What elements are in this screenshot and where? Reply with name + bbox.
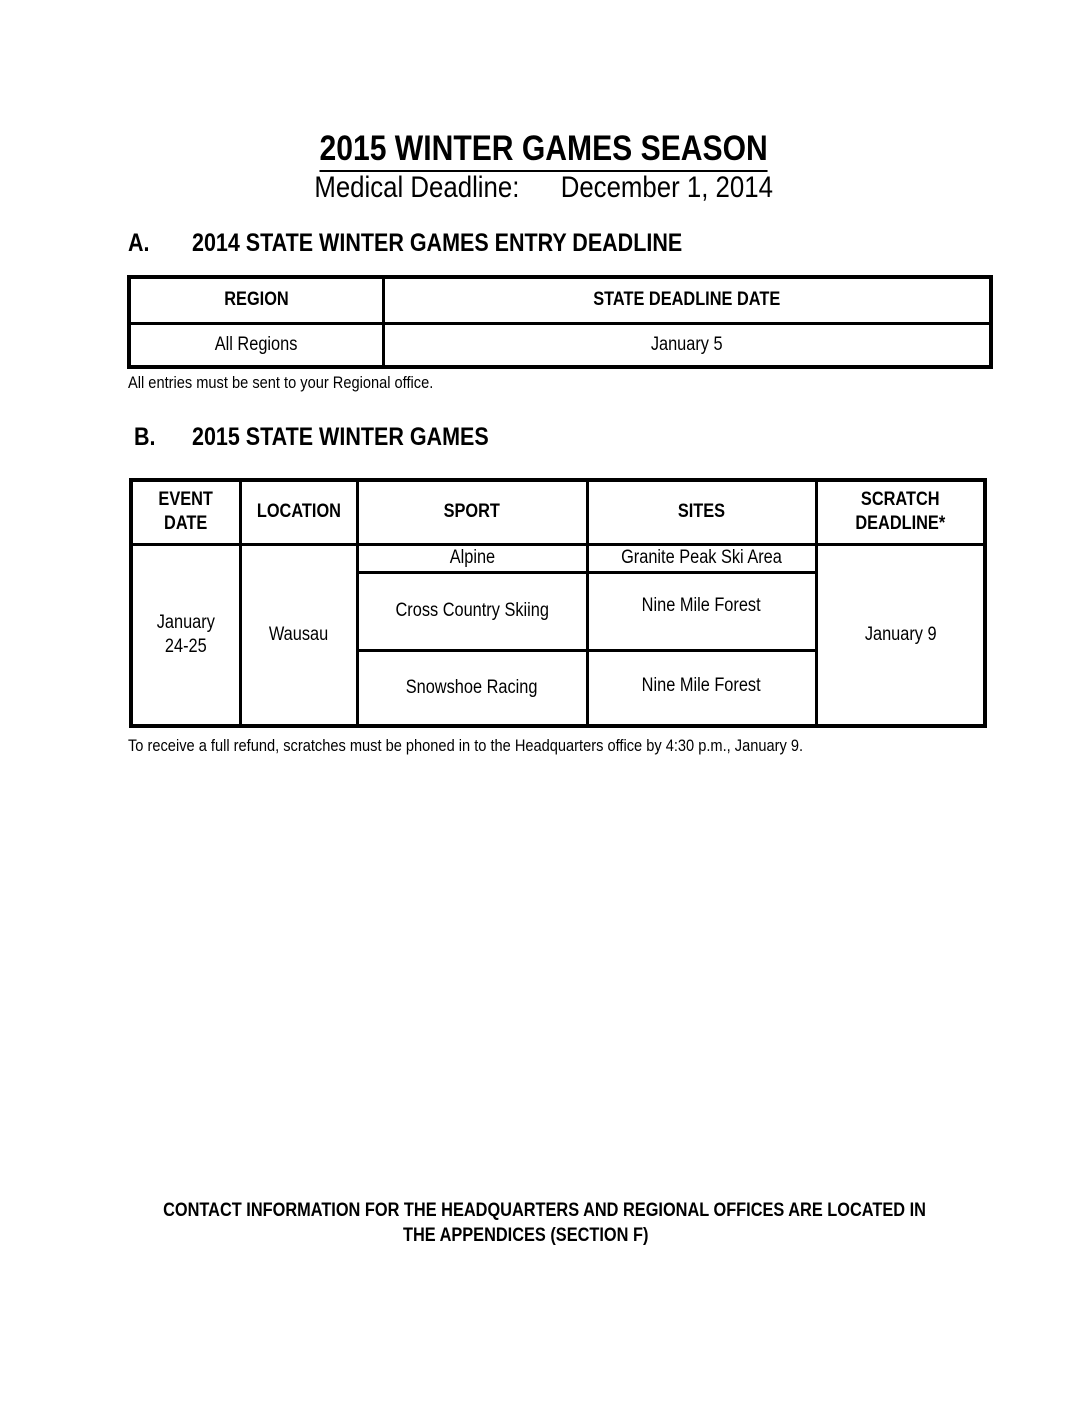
scratch-deadline-cell: January 9 <box>816 544 985 726</box>
column-header-sport: SPORT <box>357 480 587 544</box>
section-a-letter: A. <box>128 229 150 257</box>
section-b-note: To receive a full refund, scratches must be phoned in to the Headquarters office by 4:30 p.m., January 9. <box>128 736 804 755</box>
sport-cell: Cross Country Skiing <box>357 572 587 650</box>
contact-information-note <box>0 1198 1088 1248</box>
page-title <box>0 128 1088 172</box>
contact-line-1: CONTACT INFORMATION FOR THE HEADQUARTERS AND REGIONAL OFFICES ARE LOCATED IN <box>162 1200 926 1221</box>
section-a-note: All entries must be sent to your Regional office. <box>128 373 434 392</box>
event-date-cell: January 24-25 <box>131 544 240 726</box>
region-cell: All Regions <box>129 323 383 367</box>
deadline-cell: January 5 <box>383 323 991 367</box>
table-row <box>129 323 991 367</box>
section-a-heading: 2014 STATE WINTER GAMES ENTRY DEADLINE <box>192 229 683 257</box>
column-header-state-deadline: STATE DEADLINE DATE <box>383 277 991 323</box>
column-header-location: LOCATION <box>240 480 357 544</box>
sport-cell: Snowshoe Racing <box>357 650 587 726</box>
column-header-event-date: EVENT DATE <box>131 480 240 544</box>
medical-deadline-date: December 1, 2014 <box>561 171 774 204</box>
site-cell: Granite Peak Ski Area <box>587 544 816 572</box>
contact-line-2: THE APPENDICES (SECTION F) <box>403 1225 649 1246</box>
column-header-scratch-deadline: SCRATCH DEADLINE* <box>816 480 985 544</box>
column-header-region: REGION <box>129 277 383 323</box>
table-header-row <box>129 277 991 323</box>
column-header-sites: SITES <box>587 480 816 544</box>
site-cell: Nine Mile Forest <box>587 650 816 726</box>
medical-deadline <box>0 170 1088 206</box>
entry-deadline-table <box>127 275 993 369</box>
location-cell: Wausau <box>240 544 357 726</box>
sport-cell: Alpine <box>357 544 587 572</box>
page-title-text: 2015 WINTER GAMES SEASON <box>320 128 768 172</box>
section-b-letter: B. <box>134 423 156 451</box>
state-winter-games-table <box>129 478 987 728</box>
table-row <box>131 544 985 572</box>
medical-deadline-label: Medical Deadline: <box>314 171 520 204</box>
site-cell: Nine Mile Forest <box>587 572 816 650</box>
table-header-row <box>131 480 985 544</box>
section-b-heading: 2015 STATE WINTER GAMES <box>192 423 489 451</box>
